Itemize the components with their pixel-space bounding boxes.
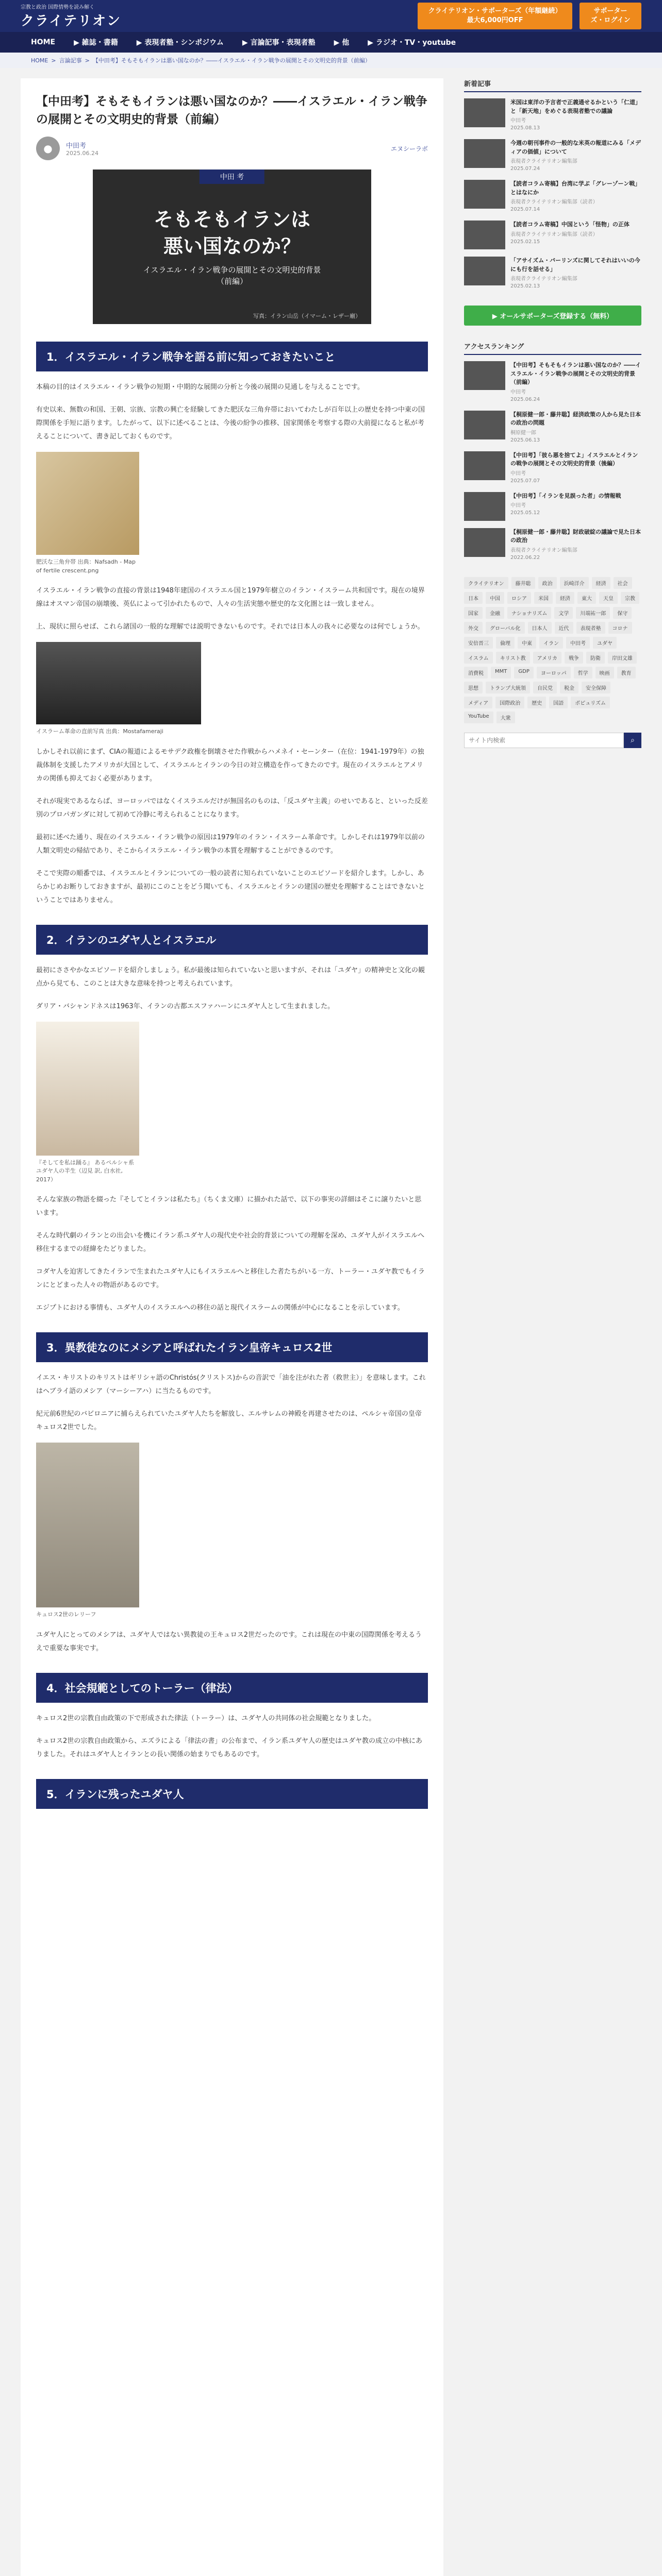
figure: [36, 1443, 139, 1619]
article-title: 【中田考】そもそもイランは悪い国なのか？――イスラエル・イラン戦争の展開とその文明史的背景（前編）: [36, 95, 427, 126]
new-article-item[interactable]: [464, 139, 641, 173]
article-date: 2025.06.24: [66, 150, 98, 157]
tag-link[interactable]: アメリカ: [533, 652, 561, 664]
article-meta: 中田考 2025.07.07: [510, 470, 540, 484]
body-paragraph: コダヤ人を迫害してきたイランで生まれたユダヤ人にもイスラエルへと移住した者たちがいる一方、トーラー・ユダヤ教でもイランにとどまった人々の物語があるのです。: [36, 1268, 425, 1289]
new-article-item[interactable]: [464, 98, 641, 132]
author-name[interactable]: 中田考: [66, 142, 87, 150]
hero-title: そもそもイランは 悪い国なのか？: [153, 208, 310, 258]
body-paragraph: キュロス2世の宗教自由政策から、エズラによる「律法の書」の公布まで、イラン系ユダヤ人の歴史はユダヤ教の成立の中核にありました。それはユダヤ人とイランとの長い関係の始まりでもあるのです。: [36, 1737, 423, 1758]
figure: [36, 452, 139, 575]
tag-link[interactable]: 思想: [464, 682, 483, 693]
section-heading: 4．社会規範としてのトーラー（律法）: [36, 1673, 428, 1703]
article-title: 米国は東洋の予言者で正義通せるかという「仁道」と「新天地」をめぐる表現者塾での議論: [510, 99, 641, 114]
section-heading: 5．イランに残ったユダヤ人: [36, 1779, 428, 1809]
tag-link[interactable]: グローバル化: [486, 622, 525, 634]
hero-image: [93, 170, 371, 324]
article-thumbnail: [464, 98, 505, 127]
tag-link[interactable]: 宗教: [621, 592, 639, 604]
tag-link[interactable]: ロシア: [507, 592, 531, 604]
body-paragraph: そこで実際の順番では、イスラエルとイランについての一般の読者に知られていないことのエピソードを紹介します。しかし、あらかじめお断りしておきますが、最初にこのことをどう聞いても、イスラエルとイランの建国の歴史を理解することはできないということではありません。: [36, 869, 425, 904]
ranking-item[interactable]: [464, 361, 641, 403]
tag-link[interactable]: 安倍晋三: [464, 637, 493, 649]
tag-link[interactable]: YouTube: [464, 711, 493, 723]
ranking-item[interactable]: [464, 528, 641, 562]
tag-link[interactable]: 戦争: [565, 652, 583, 664]
nav-item-2[interactable]: ▶ 表現者塾・シンポジウム: [136, 39, 224, 47]
body-paragraph: エジプトにおける事情も、ユダヤ人のイスラエルへの移住の話と現代イスラームの関係が中心になることを示しています。: [36, 1304, 404, 1312]
tag-link[interactable]: 表現者塾: [576, 622, 605, 634]
tag-link[interactable]: 浜崎洋介: [560, 577, 589, 589]
tag-link[interactable]: 倫理: [496, 637, 515, 649]
tag-link[interactable]: MMT: [491, 667, 511, 679]
tag-link[interactable]: イラン: [539, 637, 563, 649]
nav-item-4[interactable]: ▶ 他: [334, 39, 350, 47]
body-paragraph: ダリア・バシャンドネスは1963年、イランの古都エスファハーンにユダヤ人として生まれました。: [36, 1002, 335, 1010]
tag-link[interactable]: 大衆: [496, 711, 515, 723]
body-paragraph: イスラエル・イラン戦争の直接の背景は1948年建国のイスラエル国と1979年樹立のイラン・イスラーム共和国です。現在の境界線はオスマン帝国の崩壊後、英仏によって引かれたもので、人々の生活実態や歴史的な文化圏とは一致しません。: [36, 587, 425, 608]
tag-link[interactable]: 歴史: [527, 697, 546, 708]
body-paragraph: それが現実であるならば、ヨーロッパではなくイスラエルだけが無国名のものは、「反ユダヤ主義」のせいであると、といった反差別のプロパガンダに対して初めて冷静に考えられることになります。: [36, 797, 428, 819]
tag-link[interactable]: 国語: [549, 697, 568, 708]
tag-link[interactable]: 国際政治: [495, 697, 524, 708]
ranking-item[interactable]: [464, 411, 641, 444]
body-paragraph: 上、現状に照らせば、これら諸国の一般的な理解では説明できないものです。それでは日本人の我々に必要なのは何でしょうか。: [36, 623, 424, 631]
supporters-cta-button[interactable]: クライテリオン・サポーターズ（年額継続）最大6,000円OFF: [418, 3, 572, 29]
site-logo[interactable]: [21, 3, 121, 29]
breadcrumb: HOME > 言論記事 > 【中田考】そもそもイランは悪い国なのか？――イスラエル・イラン戦争の展開とその文明史的背景（前編）: [0, 53, 662, 68]
tag-link[interactable]: 天皇: [599, 592, 618, 604]
logo-title: クライテリオン: [21, 13, 121, 29]
figure-caption: 『そしてを私は踊る』 あるペルシャ系ユダヤ人の半生（辺見 訳, 白水社, 2017）: [36, 1159, 135, 1183]
sidebar: [464, 78, 641, 2576]
tag-link[interactable]: 国家: [464, 607, 483, 619]
article-meta: 表現者クライテリオン編集部 2022.06.22: [510, 547, 577, 561]
article-thumbnail: [464, 451, 505, 480]
figure-caption: イスラーム革命の直前写真 出典：Mostafameraji: [36, 728, 163, 735]
tag-link[interactable]: 東大: [577, 592, 596, 604]
figure-caption: キュロス2世のレリーフ: [36, 1611, 96, 1618]
tag-link[interactable]: 中田考: [566, 637, 590, 649]
article-title: 【読者コラム寄稿】中国という「怪物」の正体: [510, 221, 630, 228]
article-thumbnail: [464, 221, 505, 249]
cyrus-relief-image: [36, 1443, 139, 1607]
article-meta: 中田考 2025.08.13: [510, 118, 540, 131]
article-meta: 表現者クライテリオン編集部（読者） 2025.02.15: [510, 231, 598, 245]
tag-link[interactable]: 政治: [538, 577, 557, 589]
breadcrumb-home[interactable]: HOME: [31, 57, 48, 64]
tag-link[interactable]: 外交: [464, 622, 483, 634]
ranking-item[interactable]: [464, 492, 641, 521]
tag-link[interactable]: ユダヤ: [593, 637, 617, 649]
ranking-heading: アクセスランキング: [464, 341, 641, 355]
body-paragraph: イエス・キリストのキリストはギリシャ語のChristós(クリストス)からの音訳で「油を注がれた者（救世主）」を意味します。これはヘブライ語のメシア（マーシーアハ）に当たるものです。: [36, 1374, 426, 1395]
tag-link[interactable]: 中国: [486, 592, 504, 604]
body-paragraph: 最初に述べた通り、現在のイスラエル・イラン戦争の原因は1979年のイラン・イスラーム革命です。しかしそれは1979年以前の人類文明史の帰結であり、そこからイスラエル・イラン戦争の本質を理解することができるのです。: [36, 833, 425, 855]
tag-link[interactable]: 自民党: [533, 682, 557, 693]
tag-link[interactable]: 米国: [534, 592, 553, 604]
article-title: 【中田考】「イランを見誤った者」の情報戦: [510, 492, 621, 499]
search-icon[interactable]: ⌕: [624, 733, 641, 748]
nav-item-5[interactable]: ▶ ラジオ・TV・youtube: [368, 39, 456, 47]
article-meta: 表現者クライテリオン編集部（読者） 2025.07.14: [510, 199, 598, 212]
article-title: 今週の朝刊事件の一般的な米英の報道にみる「メディアの価値」について: [510, 140, 641, 155]
figure: [36, 1022, 139, 1184]
tag-link[interactable]: GDP: [514, 667, 533, 679]
body-paragraph: キュロス2世の宗教自由政策の下で形成された律法（トーラー）は、ユダヤ人の共同体の社会規範となりました。: [36, 1714, 376, 1722]
tag-link[interactable]: 社会: [614, 577, 632, 589]
tag-link[interactable]: 経済: [556, 592, 574, 604]
body-paragraph: ユダヤ人にとってのメシアは、ユダヤ人ではない異教徒の王キュロス2世だったのです。これは現在の中東の国際関係を考えるうえで重要な事実です。: [36, 1631, 422, 1652]
tag-link[interactable]: ポピュリズム: [571, 697, 610, 708]
tag-link[interactable]: 金融: [486, 607, 504, 619]
article-thumbnail: [464, 139, 505, 168]
tag-link[interactable]: 税金: [560, 682, 578, 693]
article-title: 【読者コラム寄稿】台湾に学ぶ「グレーゾーン戦」とはなにか: [510, 180, 641, 196]
main-nav: [0, 32, 662, 53]
article-thumbnail: [464, 528, 505, 557]
new-article-item[interactable]: [464, 180, 641, 213]
tag-link[interactable]: 川端祐一郎: [576, 607, 610, 619]
breadcrumb-current: 【中田考】そもそもイランは悪い国なのか？――イスラエル・イラン戦争の展開とその文明史的背景（前編）: [92, 57, 371, 64]
section-heading: 1．イスラエル・イラン戦争を語る前に知っておきたいこと: [36, 342, 428, 371]
new-article-item[interactable]: [464, 257, 641, 290]
tag-link[interactable]: クライテリオン: [464, 577, 508, 589]
top-bar: [0, 0, 662, 32]
article-body: [36, 342, 428, 1809]
supporters-register-button[interactable]: ▶ オールサポーターズ登録する（無料）: [464, 306, 641, 326]
tag-link[interactable]: 安全保障: [582, 682, 610, 693]
site-search: [464, 733, 641, 748]
tag-link[interactable]: コロナ: [608, 622, 632, 634]
tag-link[interactable]: 藤井聡: [511, 577, 535, 589]
article-thumbnail: [464, 180, 505, 209]
article-thumbnail: [464, 492, 505, 521]
body-paragraph: 紀元前6世紀のバビロニアに捕らえられていたユダヤ人たちを解放し、エルサレムの神殿を再建させたのは、ペルシャ帝国の皇帝キュロス2世でした。: [36, 1410, 422, 1431]
body-paragraph: そんな家族の物語を綴った『そしてとイランは私たち』（ちくま文庫）に描かれた話で、以下の事実の詳細はそこに譲りたいと思います。: [36, 1196, 422, 1217]
new-article-item[interactable]: [464, 221, 641, 249]
body-paragraph: 本稿の目的はイスラエル・イラン戦争の短期・中期的な展開の分析と今後の展開の見通しを与えることです。: [36, 383, 364, 391]
search-input[interactable]: [464, 733, 624, 748]
tag-link[interactable]: 岸田文雄: [608, 652, 637, 664]
hero-author-tag: 中田 考: [200, 170, 264, 184]
article-title: 「アサイズム・バーリンズに関してそれはいいの今にも行を話せる」: [510, 257, 640, 273]
tag-link[interactable]: ヨーロッパ: [537, 667, 571, 679]
nav-item-1[interactable]: ▶ 雑誌・書籍: [74, 39, 118, 47]
body-paragraph: しかしそれ以前にまず、CIAの報道によるモサデク政権を倒壊させた作戦からハメネイ・セーンター（在位：1941-1979年）の独裁体制を支援したアメリカが大国として、イスラエルとイランの今日の対立構造を作ってきたのです。現在のイスラエルとアメリカの関係も抑えておく必要があります。: [36, 748, 424, 783]
breadcrumb-category[interactable]: 言論記事: [59, 57, 82, 64]
article-thumbnail: [464, 361, 505, 390]
tag-link[interactable]: キリスト教: [496, 652, 530, 664]
supporters-login-button[interactable]: サポーターズ・ログイン: [580, 3, 641, 29]
nav-item-0[interactable]: HOME: [31, 38, 56, 46]
tag-link[interactable]: 中東: [518, 637, 536, 649]
tag-link[interactable]: 防衛: [586, 652, 605, 664]
revolution-photo-image: [36, 642, 201, 724]
article-meta: 中田考 2025.06.24: [510, 389, 540, 402]
article-title: 【中田考】「彼ら悪を捨てよ」イスラエルとイランの戦争の展開とその文明史的背景（後編）: [510, 451, 638, 467]
tag-cloud: [464, 577, 641, 723]
article-thumbnail: [464, 411, 505, 439]
author-avatar[interactable]: ●: [36, 137, 60, 160]
tag-link[interactable]: 教育: [617, 667, 636, 679]
new-articles-heading: 新着記事: [464, 78, 641, 92]
article-meta: 中田考 2025.05.12: [510, 503, 540, 516]
tag-link[interactable]: メディア: [464, 697, 492, 708]
fertile-crescent-image: [36, 452, 139, 555]
body-paragraph: そんな時代劇のイランとの出会いを機にイラン系ユダヤ人の現代史や社会的背景についての理解を深め、ユダヤ人がイスラエルへ移住するまでの経緯をたどりました。: [36, 1232, 425, 1253]
body-paragraph: 最初にささやかなエピソードを紹介しましょう。私が最後は知られていないと思いますが、それは「ユダヤ」の精神史と文化の観点から見ても、このことは大きな意味を持つと考えられています。: [36, 966, 425, 988]
tag-link[interactable]: 哲学: [574, 667, 592, 679]
tag-link[interactable]: トランプ大統領: [486, 682, 530, 693]
tag-link[interactable]: 消費税: [464, 667, 488, 679]
article-meta: 桐原健一郎 2025.06.13: [510, 430, 540, 443]
tag-link[interactable]: イスラム: [464, 652, 493, 664]
article-main: [21, 78, 443, 2576]
book-cover-image: [36, 1022, 139, 1156]
section-heading: 2．イランのユダヤ人とイスラエル: [36, 925, 428, 955]
figure-caption: 肥沃な三角弁帯 出典：Nafsadh - Map of fertile crescent.png: [36, 558, 136, 574]
article-title: 【桐原健一郎・藤井聡】財政破綻の議論で見た日本の政治: [510, 528, 641, 544]
body-paragraph: 有史以来、無数の和国、王朝、宗族、宗教の興亡を経験してきた肥沃な三角弁帯においてわたしが百年以上の歴史を持つ中東の国際関係を手短に語ります。したがって、以下に述べることは、今後の紛争の推移、国家関係を考察する際の大前提になると私が考えることについて、書き記しておくものです。: [36, 406, 425, 440]
article-thumbnail: [464, 257, 505, 285]
section-heading: 3．異教徒なのにメシアと呼ばれたイラン皇帝キュロス2世: [36, 1332, 428, 1362]
tag-link[interactable]: 文学: [554, 607, 573, 619]
bookmark-link[interactable]: エヌシーラボ: [390, 145, 428, 152]
article-meta: 表現者クライテリオン編集部 2025.07.24: [510, 159, 577, 172]
tag-link[interactable]: 映画: [595, 667, 614, 679]
ranking-item[interactable]: [464, 451, 641, 485]
tag-link[interactable]: ナショナリズム: [507, 607, 551, 619]
article-title: 【桐原健一郎・藤井聡】経済政策の人から見た日本の政治の問題: [510, 411, 641, 426]
article-meta: 表現者クライテリオン編集部 2025.02.13: [510, 276, 577, 289]
nav-item-3[interactable]: ▶ 言論記事・表現者塾: [242, 39, 316, 47]
tag-link[interactable]: 近代: [555, 622, 573, 634]
tag-link[interactable]: 保守: [613, 607, 632, 619]
tag-link[interactable]: 日本: [464, 592, 483, 604]
figure: [36, 642, 201, 736]
tag-link[interactable]: 日本人: [528, 622, 552, 634]
tag-link[interactable]: 経済: [592, 577, 610, 589]
hero-credit: 写真：イラン山岳（イマーム・レザー廟）: [253, 313, 361, 319]
article-title: 【中田考】そもそもイランは悪い国なのか？――イスラエル・イラン戦争の展開とその文明史的背景（前編）: [510, 362, 641, 385]
hero-subtitle: イスラエル・イラン戦争の展開とその文明史的背景 （前編）: [143, 265, 321, 286]
logo-subtitle: 宗教と政治 国際情勢を読み解く: [21, 5, 95, 10]
